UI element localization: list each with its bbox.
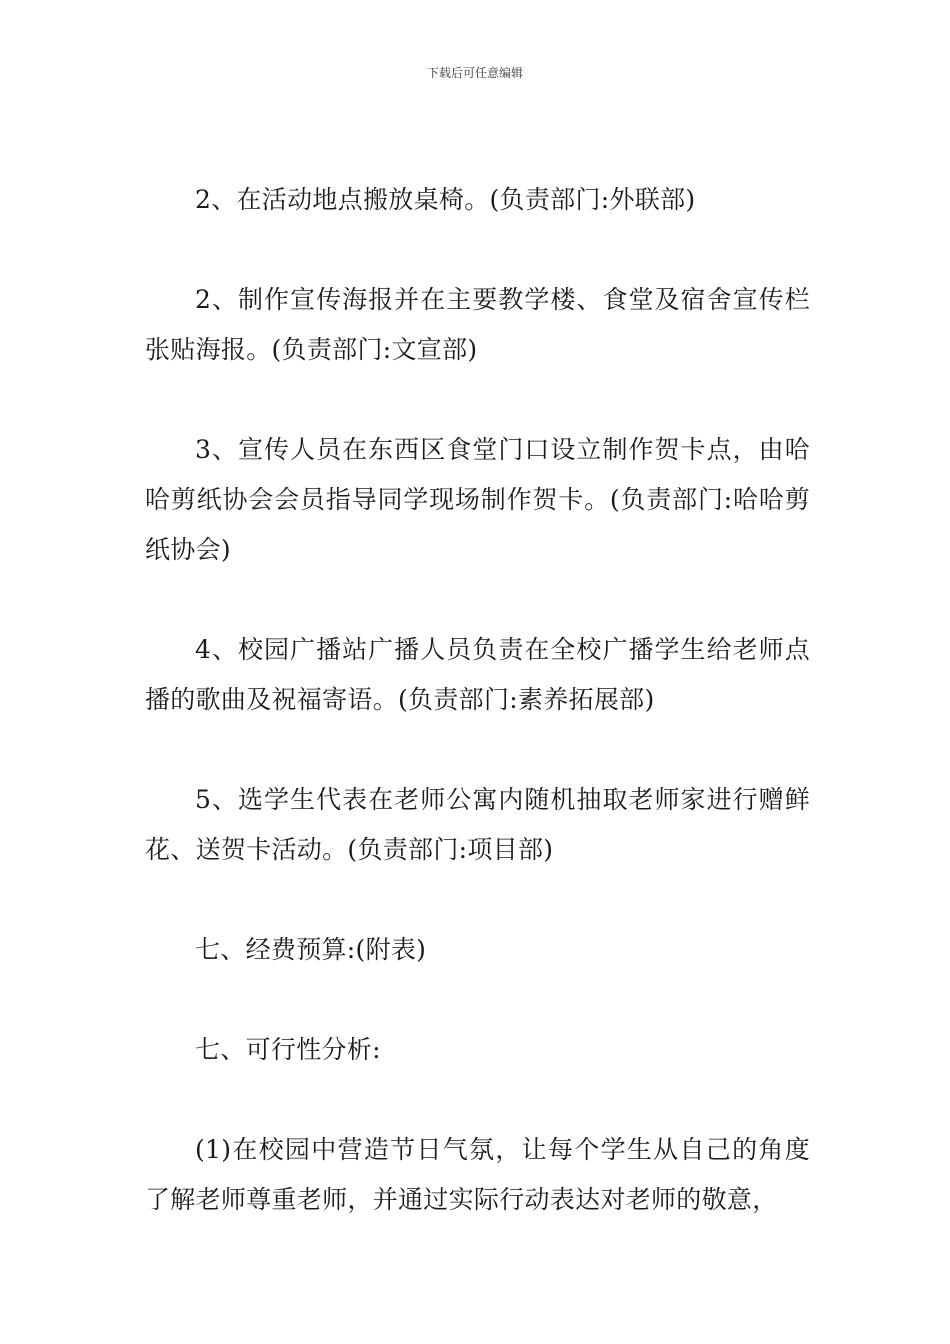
paragraph-feasibility-1: (1)在校园中营造节日气氛，让每个学生从自己的角度了解老师尊重老师，并通过实际行动表达对老师的敬意， <box>145 1135 810 1214</box>
section-heading-budget: 七、经费预算:(附表) <box>195 935 427 964</box>
page-header-note: 下载后可任意编辑 <box>426 66 523 80</box>
paragraph-item-2-posters: 2、制作宣传海报并在主要教学楼、食堂及宿舍宣传栏张贴海报。(负责部门:文宣部) <box>145 285 810 364</box>
document-body <box>145 175 810 1275</box>
paragraph-item-2-setup: 2、在活动地点搬放桌椅。(负责部门:外联部) <box>195 185 696 214</box>
paragraph-item-5-flowers: 5、选学生代表在老师公寓内随机抽取老师家进行赠鲜花、送贺卡活动。(负责部门:项目部) <box>145 785 810 864</box>
section-heading-feasibility: 七、可行性分析: <box>195 1035 381 1064</box>
paragraph-item-3-cards: 3、宣传人员在东西区食堂门口设立制作贺卡点，由哈哈剪纸协会会员指导同学现场制作贺卡。(负责部门:哈哈剪纸协会) <box>145 435 810 564</box>
paragraph-item-4-broadcast: 4、校园广播站广播人员负责在全校广播学生给老师点播的歌曲及祝福寄语。(负责部门:素养拓展部) <box>145 635 810 714</box>
